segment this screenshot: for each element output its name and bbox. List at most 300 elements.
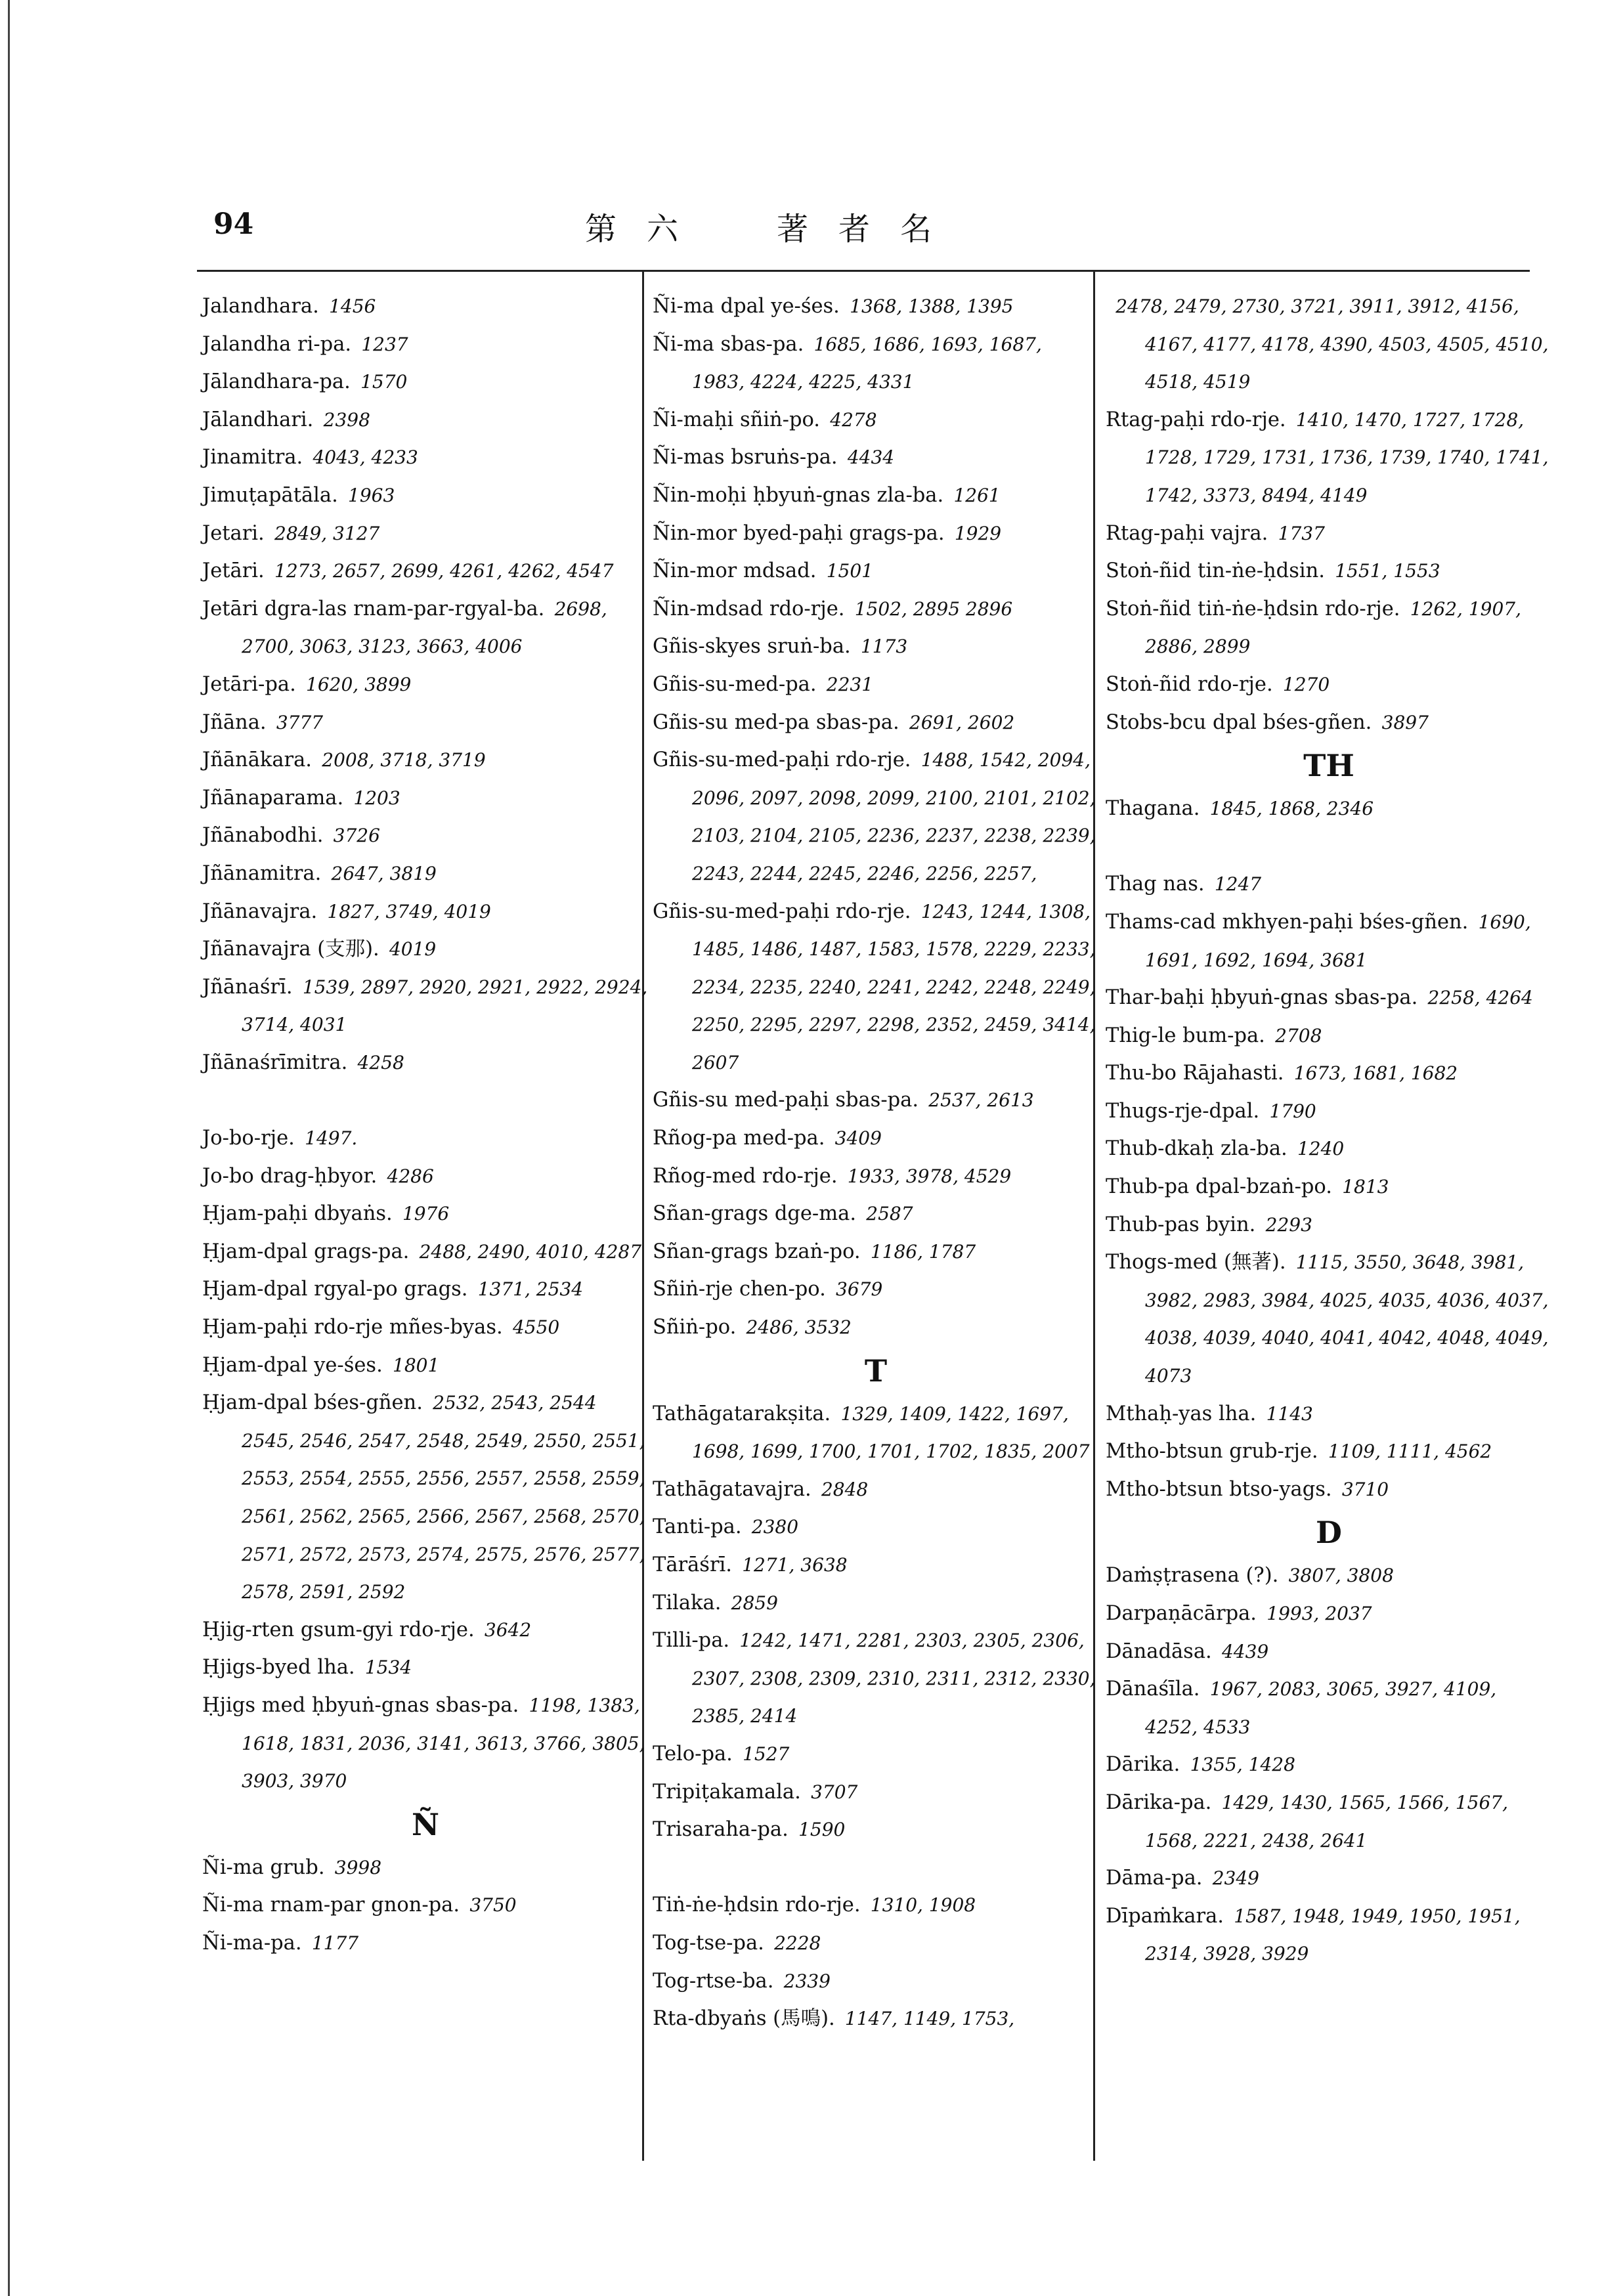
author-name: Jñānaśrīmitra. [202,1051,348,1074]
author-name: Rta-dbyaṅs (馬鳴). [653,2007,835,2031]
reference-numbers: 1488, 1542, 2094, 2096, 2097, 2098, 2099, 2100, 2101, 2102, 2103, 2104, 2105, 2236, 2237, 2238, 2239, 2243, 2244, 2245, 2246, 2256, 2257, [692,749,1096,884]
author-name: Tathāgatavajra. [653,1477,812,1501]
author-name: Tilaka. [653,1591,722,1614]
reference-numbers: 1551, 1553 [1335,560,1440,582]
author-name: Ñi-ma-pa. [202,1931,302,1955]
index-entry [653,1546,1099,1584]
index-entry [1106,979,1552,1017]
reference-numbers: 1147, 1149, 1753, [844,2008,1015,2030]
author-name: Stobs-bcu dpal bśes-gñen. [1106,710,1372,734]
reference-numbers: 2708 [1275,1024,1322,1047]
index-entry [1106,401,1552,515]
index-entry [202,1649,649,1687]
index-entry [1106,1784,1552,1859]
reference-numbers: 3710 [1341,1478,1389,1500]
author-name: Rtag-paḥi vajra. [1106,521,1268,545]
reference-numbers: 1539, 2897, 2920, 2921, 2922, 2924, 3714, 4031 [242,976,648,1036]
author-name: Ñi-ma dpal ye-śes. [653,295,840,318]
reference-numbers: 2228 [774,1932,821,1954]
index-entry [202,477,649,515]
author-name: Ñi-ma rnam-par gnon-pa. [202,1894,460,1917]
author-name: Jñānākara. [202,748,313,772]
entry-spacer [1106,828,1552,866]
title-char: 者 [838,211,871,248]
author-name: Thar-baḥi ḥbyuṅ-gnas sbas-pa. [1106,986,1418,1010]
author-name: Ḥjam-paḥi dbyaṅs. [202,1202,393,1226]
reference-numbers: 1801 [393,1354,440,1376]
reference-numbers: 4434 [847,446,895,469]
header-rule [197,270,1530,272]
index-entry [653,704,1099,742]
reference-numbers: 4019 [389,938,437,961]
index-entry [202,515,649,553]
index-entry [202,439,649,477]
index-entry [1106,1168,1552,1206]
author-name: Dāma-pa. [1106,1867,1203,1890]
index-entry [653,2000,1099,2038]
author-name: Jo-bo drag-ḥbyor. [202,1164,378,1188]
reference-numbers: 1993, 2037 [1266,1603,1372,1624]
index-entry [653,515,1099,553]
author-name: Ḥjigs med ḥbyuṅ-gnas sbas-pa. [202,1693,519,1717]
title-char: 第 [585,211,617,248]
index-entry [1106,1054,1552,1093]
author-name: Jalandhara. [202,295,319,318]
reference-numbers: 1115, 3550, 3648, 3981, 3982, 2983, 3984, 4025, 4035, 4036, 4037, 4038, 4039, 4040, 4041, 4042, 4048, 4049, 4073 [1145,1251,1549,1387]
index-entry [653,439,1099,477]
reference-numbers: 1976 [402,1203,450,1225]
reference-numbers: 4550 [512,1316,560,1339]
reference-numbers: 1243, 1244, 1308, 1485, 1486, 1487, 1583, 1578, 2229, 2233, 2234, 2235, 2240, 2241, 2242, 2248, 2249, 2250, 2295, 2297, 2298, 2352, 2459, 3414, 2607 [692,900,1096,1073]
author-name: Thag nas. [1106,873,1205,896]
reference-numbers: 2537, 2613 [928,1089,1034,1112]
reference-numbers: 1570 [360,371,408,393]
index-entry [202,893,649,931]
index-entry [202,930,649,968]
reference-numbers: 2647, 3819 [331,862,437,884]
index-entry [202,817,649,855]
reference-numbers: 2380 [751,1516,799,1538]
index-entry [1106,704,1552,742]
reference-numbers: 1929 [954,522,1002,544]
author-name: Ñi-ma grub. [202,1855,325,1879]
reference-numbers: 1497. [305,1127,358,1150]
index-entry [653,1773,1099,1811]
reference-numbers: 1963 [348,484,395,506]
author-name: Tiṅ-ṅe-ḥdsin rdo-rje. [653,1894,861,1917]
reference-numbers: 1620, 3899 [306,673,412,695]
section-letter-heading: T [864,1353,888,1389]
author-name: Jñānaśrī. [202,975,293,999]
reference-numbers: 1310, 1908 [870,1894,976,1917]
running-title [585,204,962,249]
reference-numbers: 1790 [1269,1100,1316,1122]
index-entry [1106,1206,1552,1244]
author-name: Daṁṣṭrasena (?). [1106,1564,1279,1588]
index-column-2 [653,288,1099,2038]
author-name: Ñin-mdsad rdo-rje. [653,597,845,620]
reference-numbers: 1143 [1266,1402,1313,1425]
author-name: Tog-rtse-ba. [653,1969,774,1993]
index-entry [653,1622,1099,1735]
author-name: Ḥjam-paḥi rdo-rje mñes-byas. [202,1316,503,1339]
index-entry [202,590,649,666]
reference-numbers: 1240 [1297,1138,1345,1160]
index-entry [202,1849,649,1887]
author-name: Thu-bo Rājahasti. [1106,1062,1284,1085]
reference-numbers: 1368, 1388, 1395 [850,295,1014,317]
reference-numbers: 1271, 3638 [742,1554,848,1576]
index-entry [202,1347,649,1385]
index-entry [1106,1633,1552,1671]
reference-numbers: 3409 [834,1127,882,1150]
index-entry [653,893,1099,1082]
author-name: Jalandha ri-pa. [202,332,352,356]
index-entry [202,1270,649,1309]
author-name: Tog-tse-pa. [653,1931,764,1955]
index-entry [1106,666,1552,704]
reference-numbers: 2231 [826,673,874,695]
author-name: Thub-dkaḥ zla-ba. [1106,1137,1288,1161]
title-char: 著 [777,211,809,248]
author-name: Dānadāsa. [1106,1639,1212,1663]
index-entry [1106,865,1552,903]
author-name: Jimuṭapātāla. [202,483,338,507]
index-entry [653,590,1099,628]
index-entry [202,1384,649,1611]
author-name: Tārāśrī. [653,1553,732,1576]
reference-numbers: 3707 [811,1781,858,1803]
author-name: Ḥjam-dpal rgyal-po grags. [202,1278,468,1301]
author-name: Jetari. [202,521,265,545]
index-entry [653,1735,1099,1773]
author-name: Jetāri. [202,559,265,583]
index-entry [1106,1433,1552,1471]
index-entry [202,1611,649,1649]
index-entry [653,326,1099,401]
reference-numbers: 1198, 1383, 1618, 1831, 2036, 3141, 3613, 3766, 3805, 3903, 3970 [242,1694,645,1792]
reference-numbers: 1590 [798,1819,846,1841]
index-entry [202,1886,649,1924]
index-entry [1106,1897,1552,1973]
author-name: Ñi-ma sbas-pa. [653,332,804,356]
index-entry [653,477,1099,515]
author-name: Telo-pa. [653,1742,733,1765]
author-name: Ḥjig-rten gsum-gyi rdo-rje. [202,1618,475,1641]
author-name: Gñis-su-med-paḥi rdo-rje. [653,899,911,923]
author-name: Jñānavajra (支那). [202,938,379,961]
reference-numbers: 1737 [1278,522,1325,544]
index-entry [202,1924,649,1962]
author-name: Thugs-rje-dpal. [1106,1099,1260,1123]
author-name: Ḥjigs-byed lha. [202,1656,355,1679]
index-entry [653,552,1099,590]
reference-numbers: 1371, 2534 [477,1278,584,1301]
reference-numbers: 1270 [1282,673,1330,695]
author-name: Sñiṅ-po. [653,1316,737,1339]
author-name: Jālandhara-pa. [202,370,351,394]
author-name: Jetāri dgra-las rnam-par-rgyal-ba. [202,597,545,620]
index-entry [1106,515,1552,553]
index-entry [653,666,1099,704]
reference-numbers: 3777 [276,711,324,733]
section-letter-heading: TH [1303,748,1354,784]
author-name: Jo-bo-rje. [202,1127,295,1150]
author-name: Tripiṭakamala. [653,1780,801,1804]
reference-numbers: 1247 [1214,873,1262,896]
reference-numbers: 1410, 1470, 1727, 1728, 1728, 1729, 1731, 1736, 1739, 1740, 1741, 1742, 3373, 8494, 4149 [1145,408,1549,506]
entry-spacer [653,1849,1099,1887]
index-entry [1106,1244,1552,1395]
author-name: Sñan-grags bzaṅ-po. [653,1240,861,1263]
author-name: Jñānaparama. [202,786,344,810]
index-entry [202,401,649,439]
index-entry [653,1195,1099,1233]
author-name: Tanti-pa. [653,1515,742,1539]
author-name: Thams-cad mkhyen-paḥi bśes-gñen. [1106,910,1469,934]
reference-numbers: 2339 [783,1970,831,1992]
scan-edge-line [8,0,10,2296]
index-entry [202,855,649,893]
reference-numbers: 2532, 2543, 2544 2545, 2546, 2547, 2548, 2549, 2550, 2551, 2553, 2554, 2555, 2556, 2557, 2558, 2559, 2561, 2562, 2565, 2566, 2567, 2568, 2570, 2571, 2572, 2573, 2574, 2575, 2576, 2577, 2578, 2591, 2592 [242,1392,645,1603]
index-entry [202,326,649,364]
index-entry [653,401,1099,439]
index-entry [653,1270,1099,1309]
reference-numbers: 2848 [821,1478,869,1500]
reference-numbers: 1262, 1907, 2886, 2899 [1145,597,1521,658]
reference-numbers: 1203 [353,787,400,809]
reference-numbers: 2488, 2490, 4010, 4287 [419,1240,642,1263]
author-name: Ñi-mas bsruṅs-pa. [653,446,838,469]
index-entry [202,1687,649,1800]
index-entry [1106,1471,1552,1509]
author-name: Tathāgatarakṣita. [653,1402,831,1425]
reference-numbers: 2293 [1265,1213,1312,1236]
reference-numbers: 4278 [830,408,877,431]
index-entry [1106,1670,1552,1746]
reference-numbers: 1967, 2083, 3065, 3927, 4109, 4252, 4533 [1145,1678,1497,1738]
author-name: Dārika-pa. [1106,1790,1212,1814]
reference-numbers: 1827, 3749, 4019 [327,900,491,922]
index-entry [1106,552,1552,590]
reference-numbers: 2849, 3127 [274,522,380,544]
index-entry [202,1309,649,1347]
author-name: Ñi-maḥi sñiṅ-po. [653,408,820,431]
reference-numbers: 2486, 3532 [746,1316,852,1339]
author-name: Rtag-paḥi rdo-rje. [1106,408,1286,431]
author-name: Thig-le bum-pa. [1106,1024,1265,1047]
reference-numbers: 2859 [731,1592,778,1614]
index-entry [202,968,649,1044]
index-entry [653,288,1099,326]
reference-numbers: 3807, 3808 [1288,1565,1394,1587]
index-entry [1106,1093,1552,1131]
author-name: Ḥjam-dpal ye-śes. [202,1353,383,1377]
index-column-1 [202,288,649,1962]
reference-numbers: 2587 [866,1203,913,1225]
index-entry [1106,1557,1552,1595]
author-name: Dānaśīla. [1106,1678,1200,1701]
index-entry [653,1309,1099,1347]
reference-numbers: 1329, 1409, 1422, 1697, 1698, 1699, 1700, 1701, 1702, 1835, 2007 [692,1402,1090,1463]
index-entry [653,1395,1099,1471]
author-name: Ḥjam-dpal bśes-gñen. [202,1391,423,1415]
reference-numbers: 1109, 1111, 4562 [1328,1440,1492,1463]
reference-numbers: 2478, 2479, 2730, 3721, 3911, 3912, 4156, 4167, 4177, 4178, 4390, 4503, 4505, 4510, 4518, 4519 [1115,295,1549,393]
author-name: Jñānabodhi. [202,824,324,848]
reference-numbers: 1501 [826,560,873,582]
author-name: Tilli-pa. [653,1629,730,1653]
author-name: Ñin-mor byed-paḥi grags-pa. [653,521,945,545]
index-entry [653,1233,1099,1271]
reference-numbers: 1685, 1686, 1693, 1687, 1983, 4224, 4225, 4331 [692,333,1042,393]
author-name: Thagana. [1106,797,1200,821]
author-name: Thub-pa dpal-bzaṅ-po. [1106,1175,1332,1199]
author-name: Stoṅ-ñid tin-ṅe-ḥdsin. [1106,559,1325,583]
entry-spacer [202,1081,649,1119]
author-name: Jetāri-pa. [202,672,296,696]
author-name: Ḥjam-dpal grags-pa. [202,1240,410,1263]
author-name: Ñin-moḥi ḥbyuṅ-gnas zla-ba. [653,483,944,507]
index-column-3 [1106,288,1552,1973]
index-entry [653,1962,1099,2001]
title-char: 六 [647,211,679,248]
reference-numbers: 1690, 1691, 1692, 1694, 3681 [1145,911,1531,971]
reference-numbers: 3897 [1381,711,1429,733]
index-entry [1106,1859,1552,1897]
author-name: Dīpaṁkara. [1106,1904,1224,1928]
author-name: Gñis-skyes sruṅ-ba. [653,635,851,659]
index-entry [653,1584,1099,1622]
reference-numbers: 1456 [329,295,376,317]
reference-numbers: 1933, 3978, 4529 [847,1165,1012,1187]
author-name: Rñog-med rdo-rje. [653,1164,838,1188]
author-name: Sñan-grags dge-ma. [653,1202,857,1226]
index-entry [1106,790,1552,828]
index-entry [653,1924,1099,1962]
author-name: Jālandhari. [202,408,314,431]
index-entry [202,363,649,401]
reference-numbers: 1502, 2895 2896 [854,597,1013,620]
reference-numbers: 3642 [484,1618,532,1641]
reference-numbers: 1237 [361,333,408,355]
reference-numbers: 4258 [357,1051,404,1073]
index-entry [1106,903,1552,979]
reference-numbers: 1429, 1430, 1565, 1566, 1567, 1568, 2221, 2438, 2641 [1145,1791,1509,1852]
author-name: Mthaḥ-yas lha. [1106,1402,1257,1425]
index-entry [202,1158,649,1196]
author-name: Gñis-su-med-paḥi rdo-rje. [653,748,911,772]
author-name: Rñog-pa med-pa. [653,1127,825,1150]
author-name: Gñis-su-med-pa. [653,672,817,696]
index-entry [202,1044,649,1082]
reference-numbers: 4439 [1221,1640,1269,1662]
index-entry [202,666,649,704]
reference-numbers: 2349 [1212,1867,1259,1890]
index-entry [653,741,1099,892]
reference-numbers: 1587, 1948, 1949, 1950, 1951, 2314, 3928, 3929 [1145,1905,1521,1965]
author-name: Mtho-btsun grub-rje. [1106,1440,1318,1463]
reference-numbers: 3998 [334,1856,382,1878]
author-name: Jinamitra. [202,446,303,469]
page-number: 94 [213,207,254,241]
index-entry [653,1158,1099,1196]
reference-numbers: 1813 [1342,1176,1389,1198]
author-name: Stoṅ-ñid rdo-rje. [1106,672,1273,696]
index-entry [1106,1395,1552,1433]
index-entry [202,1119,649,1158]
reference-numbers: 1173 [860,636,908,658]
index-entry [202,552,649,590]
section-letter-heading: D [1316,1515,1342,1551]
index-entry [1106,288,1552,401]
reference-numbers: 1534 [364,1657,412,1679]
index-entry [202,741,649,779]
reference-numbers: 3679 [836,1278,883,1301]
index-entry [653,1081,1099,1119]
index-entry [1106,590,1552,666]
index-entry [1106,1746,1552,1784]
author-name: Jñānamitra. [202,861,322,885]
reference-numbers: 3750 [469,1894,517,1917]
author-name: Gñis-su med-paḥi sbas-pa. [653,1089,919,1112]
title-char: 名 [900,211,932,248]
author-name: Jñāna. [202,710,267,734]
author-name: Mtho-btsun btso-yags. [1106,1477,1332,1501]
author-name: Dārika. [1106,1753,1180,1777]
index-entry [1106,1130,1552,1168]
index-entry [653,628,1099,666]
index-entry [653,1119,1099,1158]
author-name: Darpaṇācārpa. [1106,1602,1257,1625]
index-entry [202,704,649,742]
reference-numbers: 3726 [333,825,380,847]
reference-numbers: 1845, 1868, 2346 [1209,798,1374,820]
reference-numbers: 4043, 4233 [313,446,418,469]
author-name: Trisaraha-pa. [653,1818,789,1842]
index-entry [202,1195,649,1233]
reference-numbers: 4286 [387,1165,434,1187]
reference-numbers: 2691, 2602 [909,711,1015,733]
reference-numbers: 1673, 1681, 1682 [1293,1062,1458,1085]
reference-numbers: 1186, 1787 [870,1240,976,1263]
index-entry [653,1508,1099,1546]
index-entry [1106,1017,1552,1055]
author-name: Gñis-su med-pa sbas-pa. [653,710,899,734]
reference-numbers: 1527 [743,1743,790,1765]
author-name: Ñin-mor mdsad. [653,559,817,583]
section-letter-heading: Ñ [411,1806,440,1842]
author-name: Thogs-med (無著). [1106,1251,1286,1274]
reference-numbers: 2698, 2700, 3063, 3123, 3663, 4006 [242,597,607,658]
author-name: Sñiṅ-rje chen-po. [653,1278,826,1301]
reference-numbers: 1177 [311,1932,359,1954]
index-entry [202,1233,649,1271]
reference-numbers: 1355, 1428 [1190,1754,1295,1776]
reference-numbers: 1242, 1471, 2281, 2303, 2305, 2306, 2307, 2308, 2309, 2310, 2311, 2312, 2330, 2385, 2414 [692,1630,1096,1727]
index-entry [202,779,649,817]
author-name: Stoṅ-ñid tiṅ-ṅe-ḥdsin rdo-rje. [1106,597,1400,620]
page-header [213,204,1474,256]
reference-numbers: 1261 [953,484,1001,506]
index-entry [653,1811,1099,1849]
index-entry [653,1471,1099,1509]
author-name: Jñānavajra. [202,899,318,923]
index-entry [653,1886,1099,1924]
reference-numbers: 2008, 3718, 3719 [322,749,486,771]
index-entry [1106,1595,1552,1633]
index-entry [202,288,649,326]
